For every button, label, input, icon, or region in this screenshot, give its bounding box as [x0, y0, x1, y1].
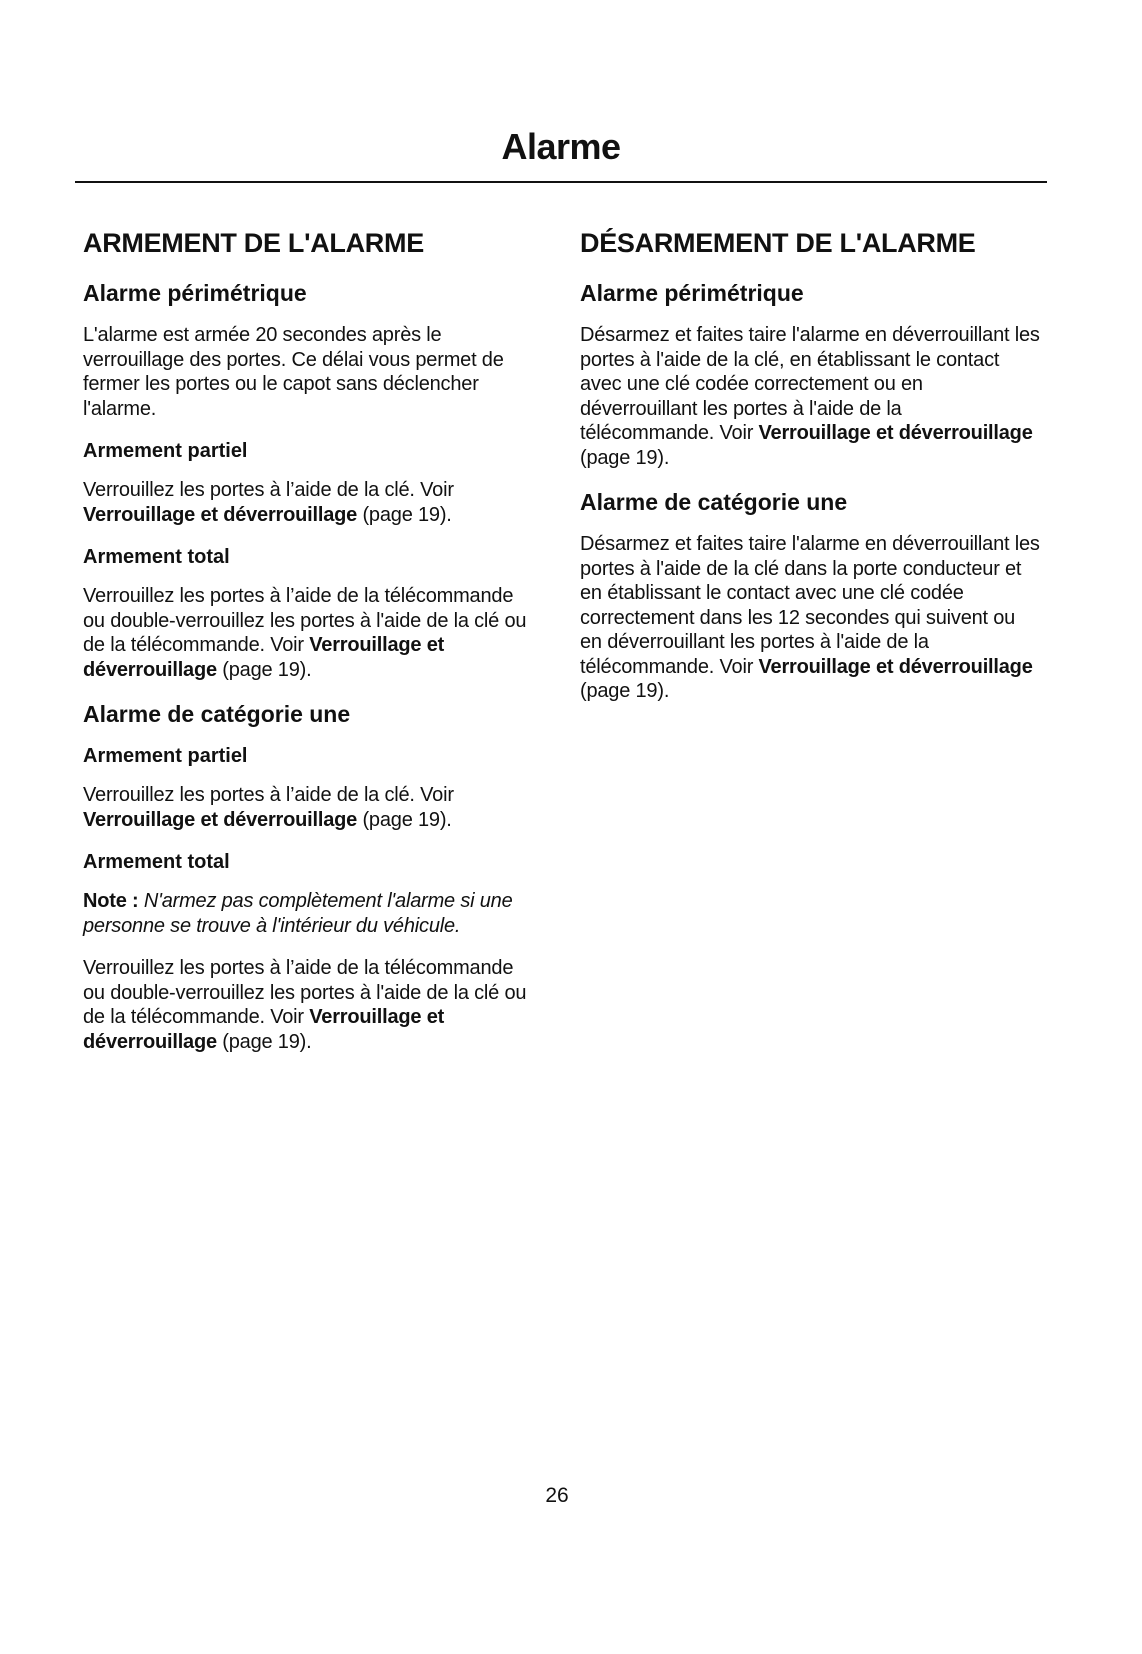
category-one-disarm-text-body: Désarmez et faites taire l'alarme en déverrouillant les portes à l'aide de la clé dans la porte conducteur et en établissant le contact avec une clé codée correctement dans les 12 secondes qui suivent ou en déverrouillant les portes à l'aide de la télécommande. Voir [580, 533, 1040, 678]
cross-reference-link[interactable]: Verrouillage et déverrouillage [83, 634, 445, 681]
cross-reference-link[interactable]: Verrouillage et déverrouillage [758, 422, 1033, 444]
perimetric-disarm-text-body: Désarmez et faites taire l'alarme en déverrouillant les portes à l'aide de la clé, en établissant le contact avec une clé codée correctement ou en déverrouillant les portes à l'aide de la télécommande. Voir [580, 324, 1040, 444]
title-divider [75, 181, 1047, 183]
page-reference: (page 19). [580, 680, 670, 702]
subsection-title-category-one: Alarme de catégorie une [580, 489, 848, 515]
right-column [580, 226, 1040, 722]
page-reference: (page 19). [580, 446, 670, 469]
total-arming-title: Armement total [83, 546, 230, 568]
partial-arming-title: Armement partiel [83, 440, 248, 462]
page-reference: (page 19). [216, 1030, 312, 1053]
page-reference: (page 19). [357, 503, 452, 526]
partial-arming-title: Armement partiel [83, 745, 248, 767]
page-title: Alarme [501, 126, 621, 167]
perimetric-description: L'alarme est armée 20 secondes après le verrouillage des portes. Ce délai vous permet de fermer les portes ou le capot sans déclencher l'alarme. [83, 324, 504, 420]
section-title-arming: ARMEMENT DE L'ALARME [83, 228, 424, 258]
perimetric-disarm-text [580, 323, 1040, 470]
partial-arming-text [83, 783, 538, 832]
note-text: N'armez pas complètement l'alarme si une personne se trouve à l'intérieur du véhicule. [83, 890, 513, 937]
page-reference: (page 19). [357, 808, 452, 831]
note-label: Note : [83, 890, 144, 912]
total-arming-text-body: Verrouillez les portes à l’aide de la télécommande ou double-verrouillez les portes à l'aide de la clé ou de la télécommande. Voir [83, 585, 527, 656]
cross-reference-link[interactable]: Verrouillage et déverrouillage [758, 655, 1033, 678]
total-arming-text [83, 956, 538, 1054]
subsection-title-perimetric: Alarme périmétrique [580, 280, 804, 306]
category-one-disarm-text [580, 532, 1040, 704]
total-arming-text [83, 584, 538, 682]
total-arming-text-body: Verrouillez les portes à l’aide de la télécommande ou double-verrouillez les portes à l'aide de la clé ou de la télécommande. Voir [83, 957, 527, 1028]
partial-arming-text-body: Verrouillez les portes à l’aide de la clé. Voir [83, 784, 454, 806]
note [83, 889, 538, 938]
partial-arming-text-body: Verrouillez les portes à l’aide de la clé. Voir [83, 479, 454, 501]
partial-arming-text [83, 478, 538, 527]
cross-reference-link[interactable]: Verrouillage et déverrouillage [83, 503, 358, 526]
cross-reference-link[interactable]: Verrouillage et déverrouillage [83, 1006, 445, 1053]
total-arming-title: Armement total [83, 851, 230, 873]
section-title-disarming: DÉSARMEMENT DE L'ALARME [580, 228, 976, 258]
subsection-title-category-one: Alarme de catégorie une [83, 701, 351, 727]
left-column [83, 226, 538, 1072]
page-reference: (page 19). [216, 658, 312, 681]
subsection-title-perimetric: Alarme périmétrique [83, 280, 307, 306]
cross-reference-link[interactable]: Verrouillage et déverrouillage [83, 808, 358, 831]
page-number: 26 [545, 1484, 569, 1507]
